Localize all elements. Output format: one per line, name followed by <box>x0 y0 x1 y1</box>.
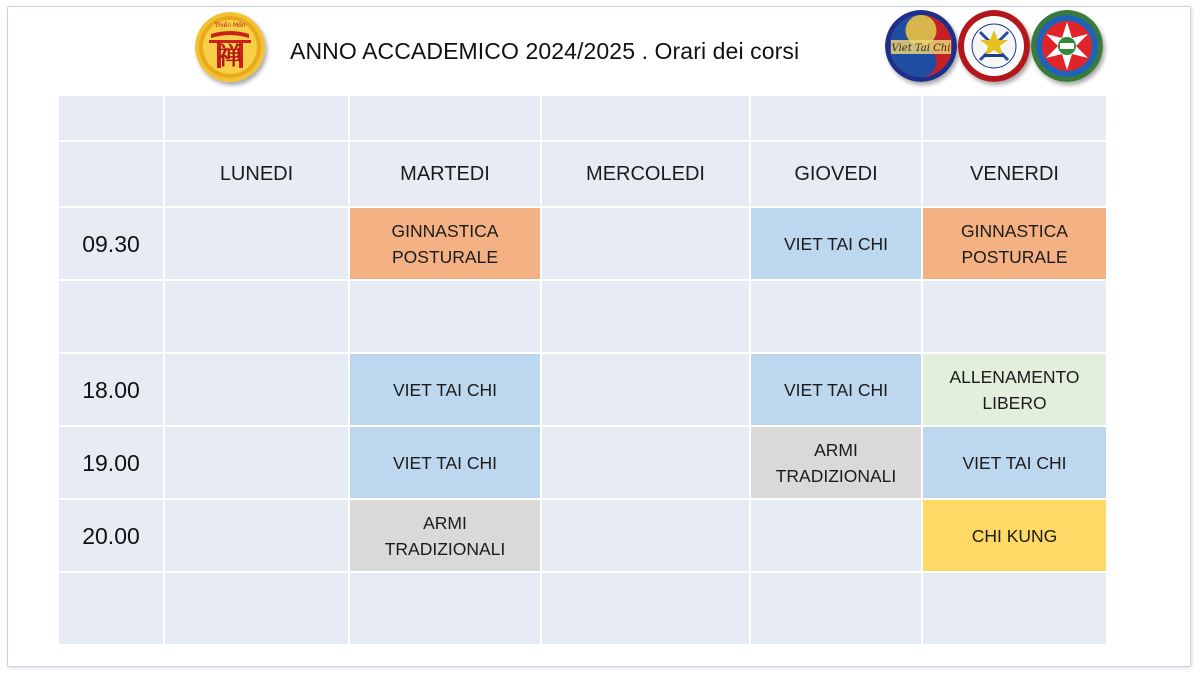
empty-cell <box>165 208 348 279</box>
empty-cell <box>350 573 540 644</box>
empty-cell <box>542 573 749 644</box>
header-spacer-cell <box>923 96 1106 140</box>
course-cell: GINNASTICA POSTURALE <box>923 208 1106 279</box>
course-cell: VIET TAI CHI <box>751 354 921 425</box>
corner-cell <box>59 142 163 206</box>
header-spacer-cell <box>751 96 921 140</box>
course-cell: GINNASTICA POSTURALE <box>350 208 540 279</box>
day-header-mercoledi: MERCOLEDI <box>542 142 749 206</box>
schedule-table <box>59 96 1100 634</box>
time-label: 20.00 <box>59 500 163 571</box>
course-cell: VIET TAI CHI <box>350 427 540 498</box>
empty-cell <box>923 281 1106 352</box>
empty-cell <box>751 281 921 352</box>
empty-cell <box>165 427 348 498</box>
course-cell: VIET TAI CHI <box>350 354 540 425</box>
day-header-lunedi: LUNEDI <box>165 142 348 206</box>
header-spacer-cell <box>542 96 749 140</box>
course-cell: ARMI TRADIZIONALI <box>350 500 540 571</box>
time-label <box>59 281 163 352</box>
empty-cell <box>165 573 348 644</box>
header-spacer-cell <box>59 96 163 140</box>
header-spacer-cell <box>350 96 540 140</box>
course-cell: VIET TAI CHI <box>923 427 1106 498</box>
vo-co-truyen-logo <box>958 10 1030 82</box>
empty-cell <box>542 500 749 571</box>
day-header-venerdi: VENERDI <box>923 142 1106 206</box>
day-header-martedi: MARTEDI <box>350 142 540 206</box>
course-cell: CHI KUNG <box>923 500 1106 571</box>
empty-cell <box>751 573 921 644</box>
empty-cell <box>542 427 749 498</box>
svg-text:Viet Tai Chi: Viet Tai Chi <box>891 43 951 54</box>
svg-text:禅: 禅 <box>218 41 242 70</box>
time-label: 09.30 <box>59 208 163 279</box>
course-cell: ARMI TRADIZIONALI <box>751 427 921 498</box>
thien-mon-logo <box>195 12 265 82</box>
empty-cell <box>350 281 540 352</box>
time-label: 19.00 <box>59 427 163 498</box>
page-title: ANNO ACCADEMICO 2024/2025 . Orari dei corsi <box>290 38 800 64</box>
course-cell: VIET TAI CHI <box>751 208 921 279</box>
empty-cell <box>165 354 348 425</box>
time-label: 18.00 <box>59 354 163 425</box>
header-spacer-cell <box>165 96 348 140</box>
empty-cell <box>165 500 348 571</box>
empty-cell <box>165 281 348 352</box>
time-label <box>59 573 163 644</box>
course-cell: ALLENAMENTO LIBERO <box>923 354 1106 425</box>
svg-text:Thiền Môn: Thiền Môn <box>214 22 246 29</box>
empty-cell <box>542 281 749 352</box>
empty-cell <box>542 354 749 425</box>
day-header-giovedi: GIOVEDI <box>751 142 921 206</box>
empty-cell <box>751 500 921 571</box>
empty-cell <box>542 208 749 279</box>
viet-tai-chi-logo <box>885 10 957 82</box>
star-emblem-logo <box>1031 10 1103 82</box>
empty-cell <box>923 573 1106 644</box>
